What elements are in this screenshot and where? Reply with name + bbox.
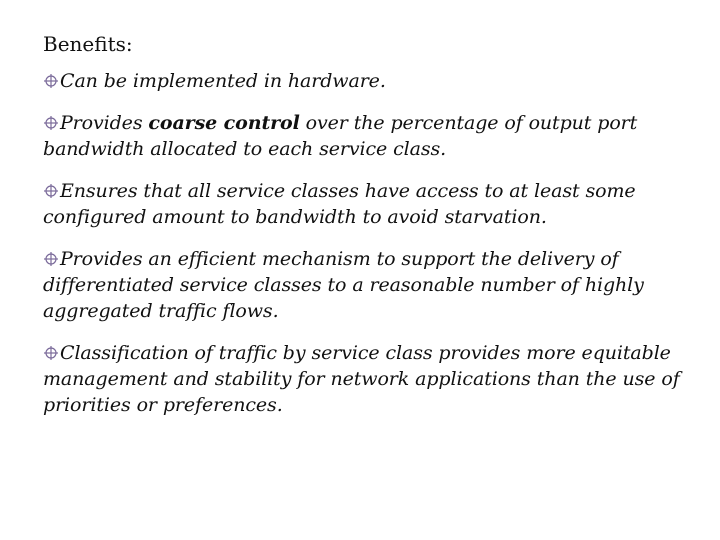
bullet-item xyxy=(43,68,683,94)
bullet-item xyxy=(43,178,683,230)
bullet-list xyxy=(43,68,683,434)
crosshair-circle-icon xyxy=(43,345,59,361)
bullet-text-after: over the percentage of output port bandwidth allocated to each service class. xyxy=(43,112,638,160)
bullet-text: Classification of traffic by service class provides more equitable management and stability for network applications than the use of priorities or preferences. xyxy=(43,342,680,416)
crosshair-circle-icon xyxy=(43,251,59,267)
bullet-text: Provides an efficient mechanism to support the delivery of differentiated service classes to a reasonable number of highly aggregated traffic flows. xyxy=(43,248,644,322)
crosshair-circle-icon xyxy=(43,73,59,89)
bullet-item xyxy=(43,246,683,324)
crosshair-circle-icon xyxy=(43,115,59,131)
bullet-item xyxy=(43,110,683,162)
slide-heading: Benefits: xyxy=(43,32,133,56)
bullet-emphasis: coarse control xyxy=(148,112,300,134)
crosshair-circle-icon xyxy=(43,183,59,199)
bullet-text: Provides xyxy=(60,112,149,134)
bullet-item xyxy=(43,340,683,418)
bullet-text: Can be implemented in hardware. xyxy=(60,70,386,92)
bullet-text: Ensures that all service classes have access to at least some configured amount to bandwidth to avoid starvation. xyxy=(43,180,636,228)
